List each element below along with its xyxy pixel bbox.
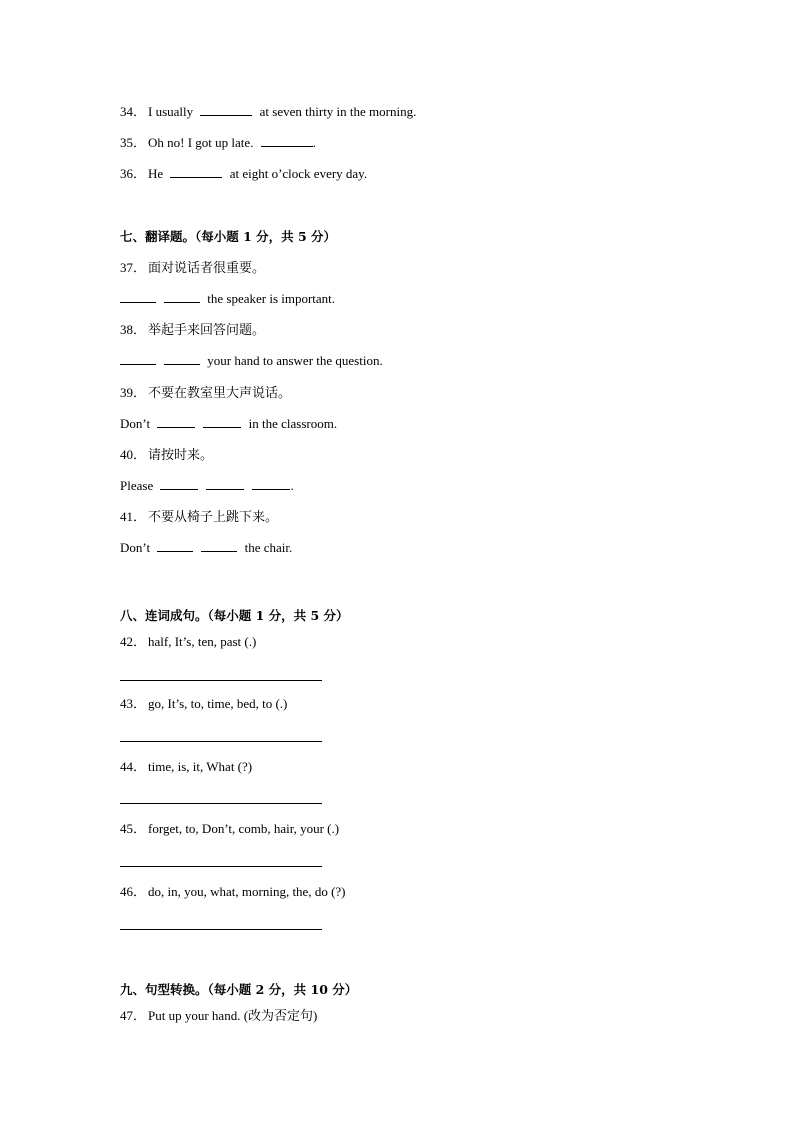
answer-line[interactable] (120, 866, 322, 867)
word-list: forget, to, Don’t, comb, hair, your (.) (148, 821, 340, 836)
answer-blank[interactable] (164, 353, 200, 365)
question-number: 42． (120, 634, 147, 649)
answer-line[interactable] (120, 929, 322, 930)
question-36 (120, 166, 367, 182)
question-47 (120, 1008, 317, 1024)
chinese-sentence: 举起手来回答问题。 (148, 323, 266, 338)
english-sentence: the chair. (244, 540, 293, 555)
answer-40 (120, 478, 294, 494)
english-sentence: . (290, 478, 294, 493)
question-40 (120, 447, 213, 464)
english-sentence: Don’t (120, 416, 151, 431)
question-35 (120, 135, 316, 151)
english-sentence: Don’t (120, 540, 151, 555)
answer-blank[interactable] (252, 478, 290, 490)
question-number: 43． (120, 696, 147, 711)
english-sentence: your hand to answer the question. (207, 353, 383, 368)
answer-blank[interactable] (206, 478, 244, 490)
answer-blank[interactable] (203, 416, 241, 428)
question-text: Put up your hand. (改为否定句) (148, 1008, 318, 1023)
answer-41 (120, 540, 292, 556)
question-37 (120, 260, 265, 277)
english-sentence: Please (120, 478, 154, 493)
question-34 (120, 104, 416, 120)
question-text: at seven thirty in the morning. (259, 104, 417, 119)
answer-blank[interactable] (201, 540, 237, 552)
english-sentence: in the classroom. (248, 416, 338, 431)
answer-blank[interactable] (200, 104, 252, 116)
question-number: 36． (120, 166, 147, 181)
question-number: 41． (120, 509, 147, 524)
question-39 (120, 385, 291, 402)
answer-blank[interactable] (120, 353, 156, 365)
chinese-sentence: 请按时来。 (148, 448, 214, 463)
answer-blank[interactable] (170, 166, 222, 178)
question-number: 39． (120, 385, 147, 400)
question-text: at eight o’clock every day. (229, 166, 368, 181)
section-8-title: 八、连词成句。（每小题 1 分，共 5 分） (120, 608, 349, 623)
answer-blank[interactable] (261, 135, 313, 147)
answer-39 (120, 416, 337, 432)
word-list: time, is, it, What (?) (148, 759, 253, 774)
question-text: I usually (148, 104, 194, 119)
answer-line[interactable] (120, 803, 322, 804)
question-number: 44． (120, 759, 147, 774)
question-number: 35． (120, 135, 147, 150)
question-number: 34． (120, 104, 147, 119)
answer-line[interactable] (120, 680, 322, 681)
answer-line[interactable] (120, 741, 322, 742)
word-list: half, It’s, ten, past (.) (148, 634, 257, 649)
section-7-title: 七、翻译题。（每小题 1 分，共 5 分） (120, 229, 337, 244)
chinese-sentence: 不要在教室里大声说话。 (148, 386, 292, 401)
answer-blank[interactable] (160, 478, 198, 490)
question-number: 46． (120, 884, 147, 899)
answer-blank[interactable] (157, 416, 195, 428)
question-number: 47． (120, 1008, 147, 1023)
word-list: do, in, you, what, morning, the, do (?) (148, 884, 346, 899)
question-45 (120, 821, 339, 837)
answer-38 (120, 353, 383, 369)
word-list: go, It’s, to, time, bed, to (.) (148, 696, 288, 711)
question-43 (120, 696, 287, 712)
question-44 (120, 759, 252, 775)
answer-37 (120, 291, 335, 307)
section-9-title: 九、句型转换。（每小题 2 分，共 10 分） (120, 982, 358, 997)
chinese-sentence: 不要从椅子上跳下来。 (148, 510, 279, 525)
question-number: 37． (120, 260, 147, 275)
question-text: . (312, 135, 316, 150)
answer-blank[interactable] (120, 291, 156, 303)
question-38 (120, 322, 265, 339)
question-text: Oh no! I got up late. (148, 135, 254, 150)
question-41 (120, 509, 278, 526)
question-number: 45． (120, 821, 147, 836)
answer-blank[interactable] (157, 540, 193, 552)
chinese-sentence: 面对说话者很重要。 (148, 261, 266, 276)
answer-blank[interactable] (164, 291, 200, 303)
question-number: 40． (120, 447, 147, 462)
question-46 (120, 884, 346, 900)
english-sentence: the speaker is important. (207, 291, 336, 306)
question-42 (120, 634, 256, 650)
question-number: 38． (120, 322, 147, 337)
question-text: He (148, 166, 164, 181)
